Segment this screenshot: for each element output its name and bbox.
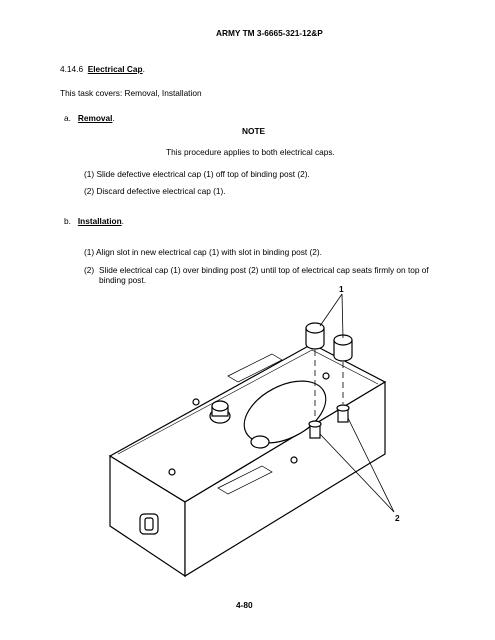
callout-1-label: 1	[339, 284, 344, 294]
page-header: ARMY TM 3-6665-321-12&P	[216, 28, 323, 38]
section-number: 4.14.6	[60, 64, 84, 74]
installation-step-1: (1) Align slot in new electrical cap (1) with slot in binding post (2).	[84, 247, 322, 257]
installation-heading	[64, 216, 124, 226]
section-heading	[60, 64, 145, 74]
page-number: 4-80	[236, 600, 253, 610]
callout-2-label: 2	[395, 513, 400, 523]
removal-punct: .	[112, 113, 115, 123]
removal-step-2: (2) Discard defective electrical cap (1).	[84, 186, 226, 196]
removal-letter: a.	[64, 113, 71, 123]
task-covers: This task covers: Removal, Installation	[60, 88, 202, 98]
installation-step-2-number: (2)	[84, 265, 95, 275]
removal-step-1: (1) Slide defective electrical cap (1) off top of binding post (2).	[84, 169, 310, 179]
installation-title: Installation	[77, 216, 122, 226]
note-text: This procedure applies to both electrical caps.	[166, 147, 335, 157]
installation-punct: .	[121, 216, 124, 226]
note-heading: NOTE	[242, 126, 266, 136]
installation-step-2-text: Slide electrical cap (1) over binding post (2) until top of electrical cap seats firmly on top of binding post.	[99, 265, 429, 285]
installation-letter: b.	[64, 216, 71, 226]
section-title: Electrical Cap	[87, 64, 143, 74]
removal-title: Removal	[77, 113, 113, 123]
removal-heading	[64, 113, 115, 123]
section-title-punct: .	[142, 64, 145, 74]
equipment-illustration	[100, 284, 420, 584]
